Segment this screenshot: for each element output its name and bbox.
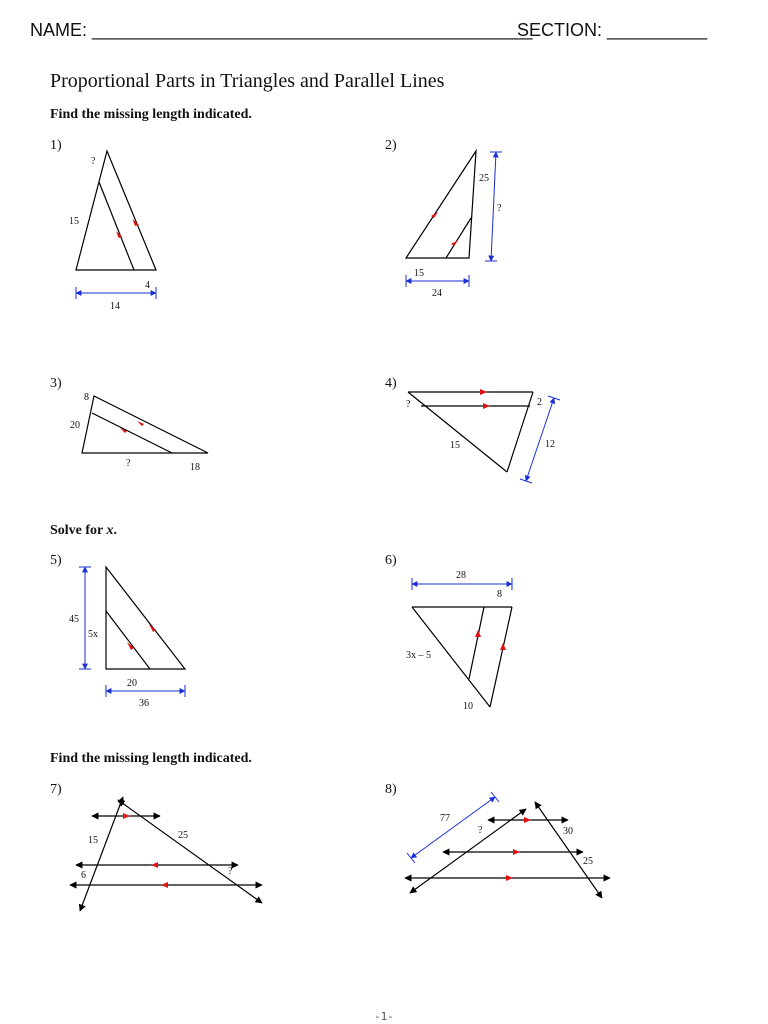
p3-label-side: 20 [70, 420, 80, 431]
p7-transversal-right [118, 800, 262, 903]
p2-label-base: 24 [432, 288, 442, 299]
name-field-label: NAME: ____________________________________________ [30, 20, 533, 40]
p7-parallel-arrow [161, 882, 168, 888]
p7-label-q: ? [228, 866, 233, 877]
p2-label-top: 25 [479, 173, 489, 184]
p3-parallel-arrow [137, 421, 144, 426]
p7-label-left: 15 [88, 835, 98, 846]
problem-2-figure [406, 151, 502, 299]
p1-label-q: ? [91, 156, 96, 167]
problem-number-5: 5) [50, 553, 62, 568]
problem-number-7: 7) [50, 782, 62, 797]
p5-label-seg: 20 [127, 678, 137, 689]
p2-label-q: ? [497, 203, 502, 214]
p4-right-side [507, 392, 533, 472]
problem-number-1: 1) [50, 138, 62, 153]
p3-triangle [82, 396, 208, 453]
p2-parallel-segment [446, 218, 471, 258]
problem-5-figure [69, 567, 185, 709]
p2-side-measure [491, 152, 496, 261]
p2-label-seg: 15 [414, 268, 424, 279]
p5-label-base: 36 [139, 698, 149, 709]
problem-1-figure [69, 151, 156, 312]
p3-label-q: ? [126, 458, 131, 469]
p4-label-side: 15 [450, 440, 460, 451]
p6-label-seg: 8 [497, 589, 502, 600]
p6-parallel-arrow [500, 643, 506, 650]
p4-left-side [408, 392, 507, 472]
p8-parallel-arrow [506, 875, 513, 881]
instruction-solve-prefix: Solve for [50, 523, 107, 538]
p8-measure-tick [407, 853, 415, 863]
p7-transversal-left [80, 797, 123, 911]
p8-measure-tick [491, 792, 499, 802]
problem-number-6: 6) [385, 553, 397, 568]
p8-label-total: 77 [440, 813, 450, 824]
p8-label-bottom: 25 [583, 856, 593, 867]
p7-parallel-arrow [123, 813, 130, 819]
p5-label-total: 45 [69, 614, 79, 625]
p8-label-q: ? [478, 825, 483, 836]
p8-transversal-right [535, 802, 602, 898]
problem-number-8: 8) [385, 782, 397, 797]
problem-number-3: 3) [50, 376, 62, 391]
instruction-find-missing-length: Find the missing length indicated. [50, 107, 252, 122]
problem-7-figure [70, 797, 262, 911]
p3-label-base: 18 [190, 462, 200, 473]
problem-8-figure [405, 792, 610, 898]
p8-transversal-left [410, 809, 526, 893]
p4-parallel-arrow [480, 389, 487, 395]
p7-label-bottom: 6 [81, 870, 86, 881]
p6-label-top: 28 [456, 570, 466, 581]
p6-label-expr-coef: 3 [406, 650, 411, 661]
p5-label-part [88, 629, 98, 640]
p6-right-side [490, 607, 512, 707]
p4-label-q: ? [406, 399, 411, 410]
p2-triangle [406, 151, 476, 258]
instruction-solve-suffix: . [113, 523, 118, 538]
problem-number-4: 4) [385, 376, 397, 391]
p6-label-expr [406, 650, 431, 661]
p8-parallel-arrow [513, 849, 520, 855]
p6-parallel-segment [469, 607, 484, 679]
p4-label-seg: 2 [537, 397, 542, 408]
p7-label-right: 25 [178, 830, 188, 841]
p5-triangle [106, 567, 185, 669]
instruction-solve-variable: x [106, 523, 114, 538]
p6-parallel-arrow [475, 630, 481, 637]
problem-4-figure [406, 389, 560, 483]
p8-label-top: 30 [563, 826, 573, 837]
p5-parallel-segment [106, 611, 150, 669]
p3-parallel-segment [92, 413, 172, 453]
problem-6-figure [406, 570, 512, 712]
p1-label-side: 15 [69, 216, 79, 227]
p2-parallel-arrow [451, 240, 458, 246]
page-number: -1- [374, 1010, 394, 1023]
p1-label-seg: 4 [145, 280, 150, 291]
p6-label-bottom: 10 [463, 701, 473, 712]
p8-parallel-arrow [524, 817, 531, 823]
p5-label-part-coef: 5 [88, 629, 93, 640]
p3-label-top: 8 [84, 392, 89, 403]
instruction-find-missing-length-2: Find the missing length indicated. [50, 751, 252, 766]
p6-label-expr-var: x [411, 650, 416, 661]
p6-label-expr-rest: – 5 [416, 650, 431, 661]
p7-parallel-arrow [151, 862, 158, 868]
p5-label-part-var: x [93, 629, 98, 640]
section-field-label: SECTION: __________ [517, 20, 708, 40]
problem-3-figure [70, 392, 208, 473]
p1-label-base: 14 [110, 301, 120, 312]
p4-label-total: 12 [545, 439, 555, 450]
p1-parallel-segment [99, 182, 134, 270]
p4-parallel-arrow [483, 403, 490, 409]
problem-number-2: 2) [385, 138, 397, 153]
worksheet-title: Proportional Parts in Triangles and Parallel Lines [50, 70, 445, 92]
p1-triangle [76, 151, 156, 270]
